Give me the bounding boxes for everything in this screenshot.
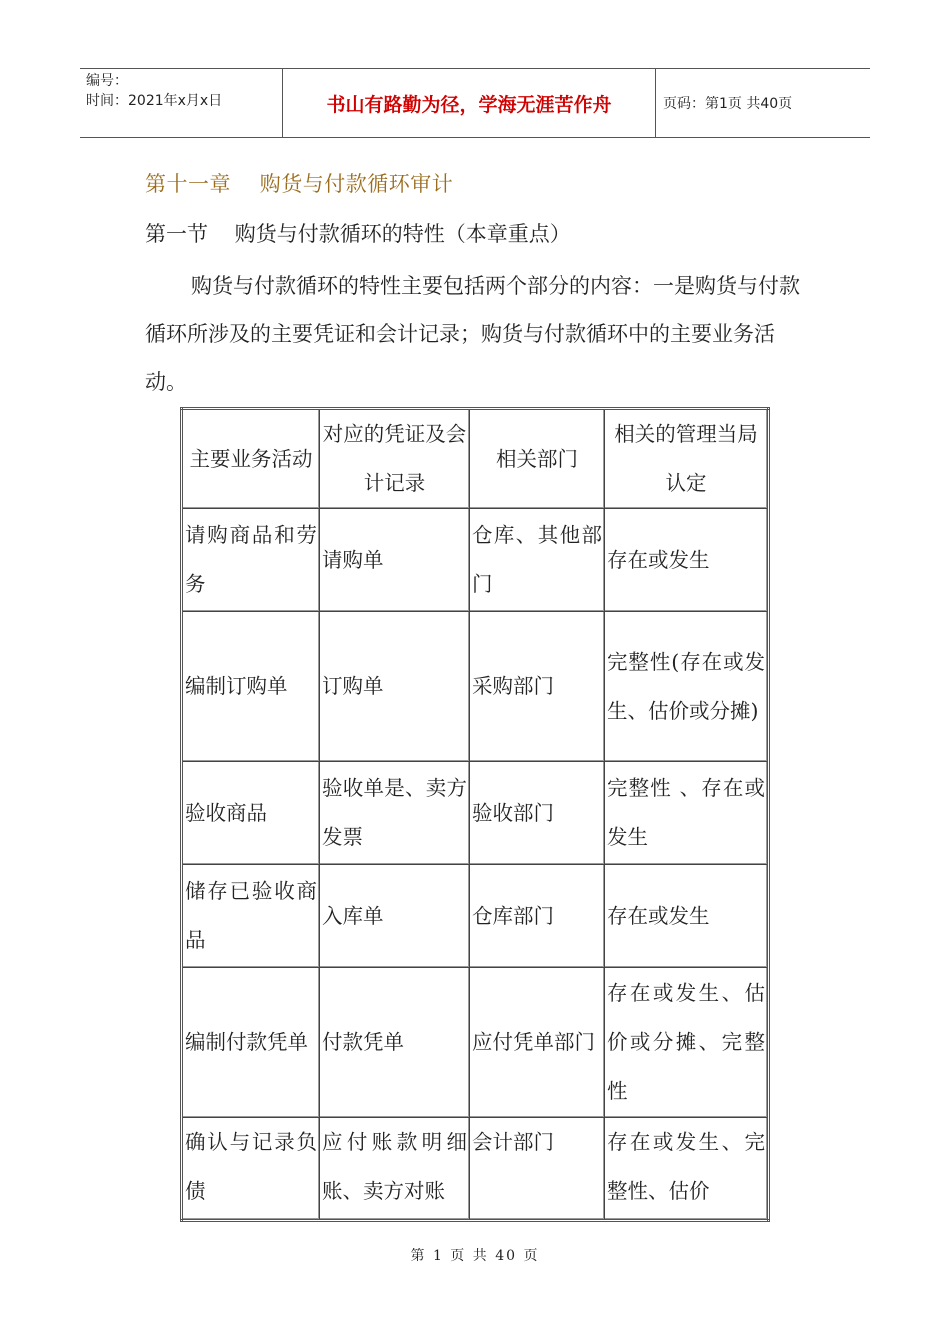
table-cell: 确认与记录负债 [182,1118,320,1221]
table-cell: 完整性(存在或发生、估价或分摊) [605,612,769,762]
table-row [182,762,769,865]
table-cell: 应付凭单部门 [470,968,605,1118]
section-title: 第一节 购货与付款循环的特性（本章重点） [145,222,571,246]
table-cell: 存在或发生 [605,509,769,612]
table-row [182,968,769,1118]
table-cell: 存在或发生、估价或分摊、完整性 [605,968,769,1118]
table-cell: 请购商品和劳务 [182,509,320,612]
table-cell: 验收商品 [182,762,320,865]
intro-paragraph: 购货与付款循环的特性主要包括两个部分的内容：一是购货与付款循环所涉及的主要凭证和会计记录；购货与付款循环中的主要业务活动。 [145,274,800,394]
activity-table [180,407,770,1222]
page-footer: 第 1 页 共 40 页 [410,1248,540,1264]
table-header-cell: 相关部门 [470,409,605,509]
table-header-cell: 对应的凭证及会计记录 [320,409,470,509]
header-meta [80,69,282,139]
table-cell: 仓库、其他部门 [470,509,605,612]
table-cell: 仓库部门 [470,865,605,968]
table-row [182,1118,769,1221]
table-header-cell: 相关的管理当局认定 [605,409,769,509]
number-label: 编号： [86,73,128,89]
table-row [182,612,769,762]
header-page-code: 页码：第1页 共40页 [663,96,793,112]
table-cell: 存在或发生、完整性、估价 [605,1118,769,1221]
chapter-title: 第十一章 购货与付款循环审计 [145,172,454,196]
table-cell: 订购单 [320,612,470,762]
table-cell: 存在或发生 [605,865,769,968]
table-cell: 采购部门 [470,612,605,762]
table-cell: 验收部门 [470,762,605,865]
table-cell: 完整性 、存在或发生 [605,762,769,865]
table-cell: 会计部门 [470,1118,605,1221]
table-cell: 付款凭单 [320,968,470,1118]
table-cell: 编制付款凭单 [182,968,320,1118]
page-header [80,68,870,138]
table-row [182,865,769,968]
table-cell: 储存已验收商品 [182,865,320,968]
table-header-cell: 主要业务活动 [182,409,320,509]
table-cell: 应付账款明细账、卖方对账 [320,1118,470,1221]
table-cell: 请购单 [320,509,470,612]
table-cell: 入库单 [320,865,470,968]
table-cell: 验收单是、卖方发票 [320,762,470,865]
header-motto: 书山有路勤为径，学海无涯苦作舟 [282,69,656,137]
table-row [182,509,769,612]
time-label: 时间：2021年x月x日 [86,93,223,109]
table-header-row [182,409,769,509]
table-cell: 编制订购单 [182,612,320,762]
